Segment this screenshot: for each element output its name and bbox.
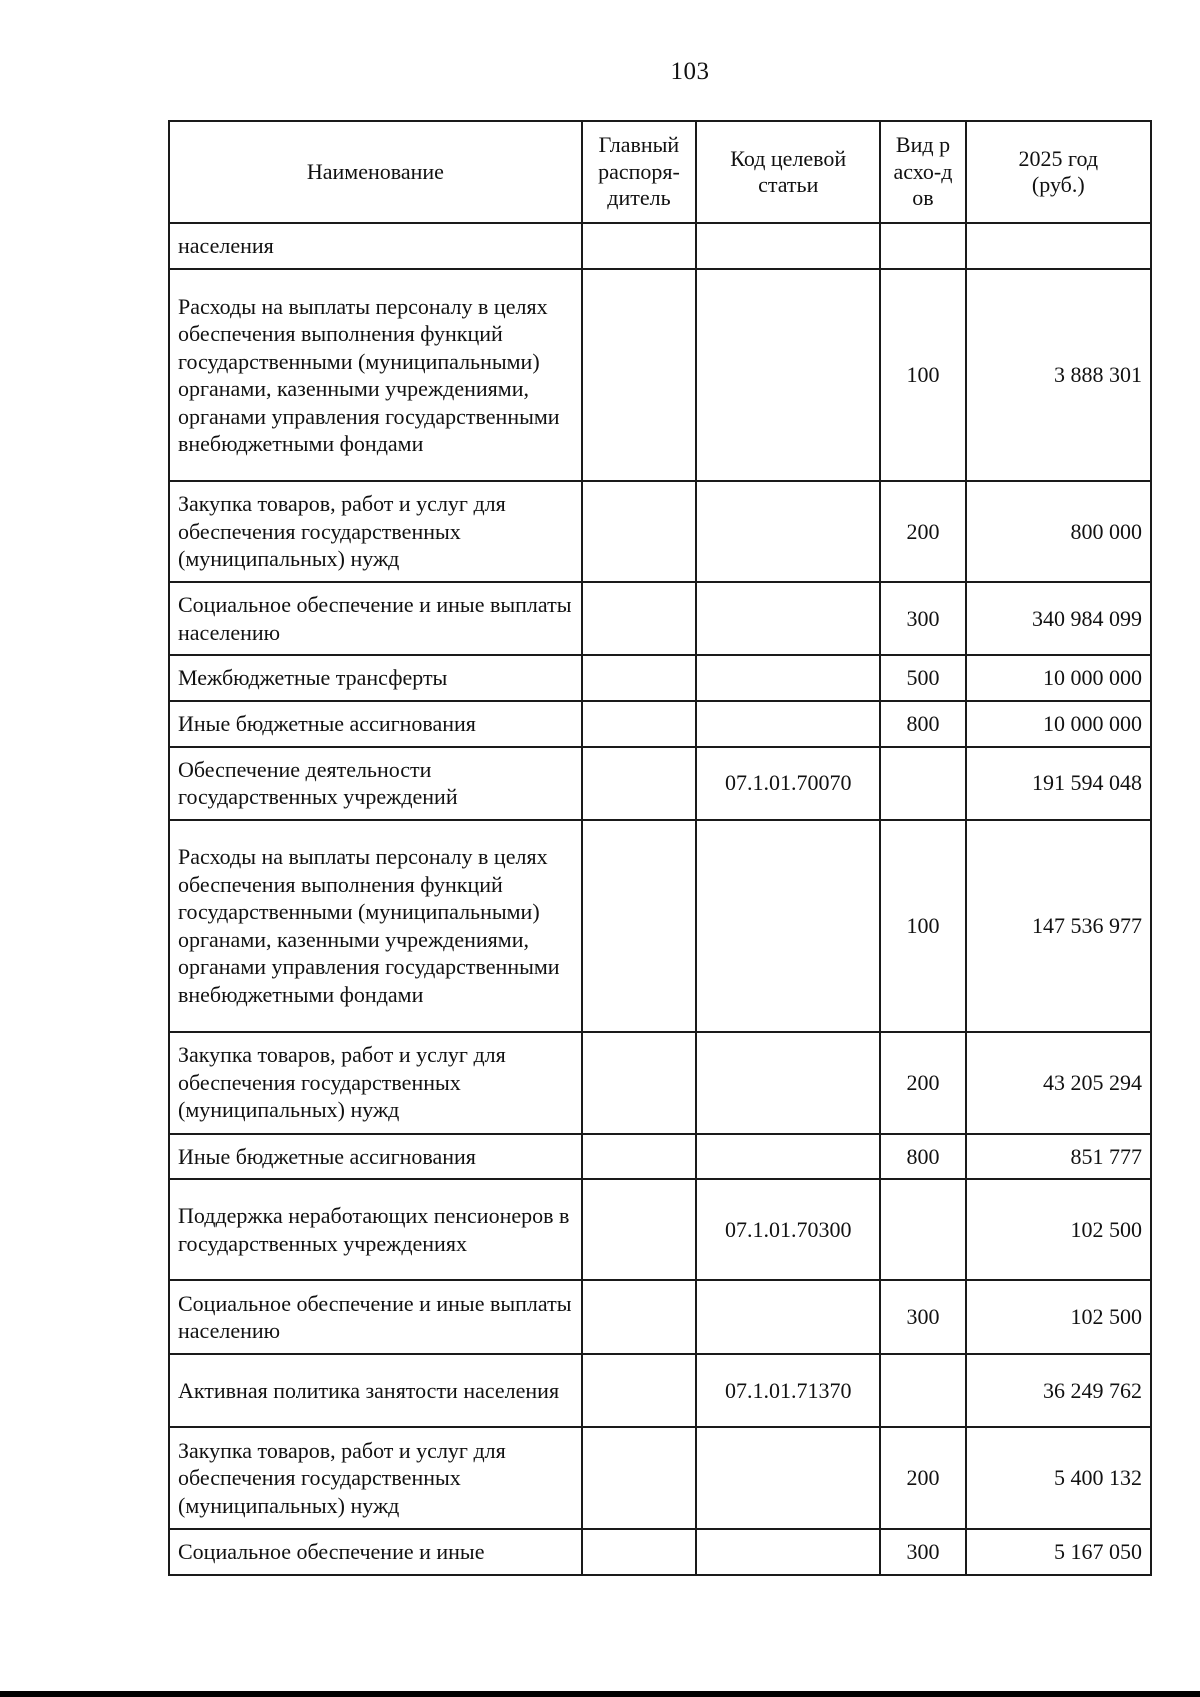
cell-target-code bbox=[696, 1134, 880, 1180]
cell-amount-2025: 102 500 bbox=[966, 1179, 1151, 1280]
cell-name: Закупка товаров, работ и услуг для обеспечения государственных (муниципальных) нужд bbox=[169, 1032, 582, 1134]
cell-target-code bbox=[696, 582, 880, 655]
cell-target-code bbox=[696, 701, 880, 747]
cell-name: Социальное обеспечение и иные bbox=[169, 1529, 582, 1575]
cell-target-code: 07.1.01.70070 bbox=[696, 747, 880, 820]
table-row bbox=[169, 1179, 1151, 1280]
cell-main-manager bbox=[582, 1134, 696, 1180]
cell-target-code bbox=[696, 820, 880, 1032]
cell-expense-kind bbox=[880, 747, 965, 820]
cell-amount-2025: 10 000 000 bbox=[966, 655, 1151, 701]
cell-main-manager bbox=[582, 582, 696, 655]
cell-main-manager bbox=[582, 269, 696, 481]
header-target-code-text: Код целевой статьи bbox=[730, 145, 847, 197]
cell-expense-kind: 100 bbox=[880, 820, 965, 1032]
header-main-manager-text: Главный распоря-дитель bbox=[598, 132, 680, 211]
bottom-scan-edge bbox=[0, 1691, 1200, 1697]
cell-main-manager bbox=[582, 481, 696, 582]
header-main-manager bbox=[582, 121, 696, 223]
cell-expense-kind: 200 bbox=[880, 1032, 965, 1134]
cell-name: Расходы на выплаты персоналу в целях обеспечения выполнения функций государственными (муниципальными) органами, казенными учреждениями, органами управления государственными внебюджетными фондами bbox=[169, 269, 582, 481]
cell-main-manager bbox=[582, 1280, 696, 1354]
cell-amount-2025: 340 984 099 bbox=[966, 582, 1151, 655]
cell-name: Поддержка неработающих пенсионеров в государственных учреждениях bbox=[169, 1179, 582, 1280]
table-row bbox=[169, 582, 1151, 655]
cell-target-code bbox=[696, 1529, 880, 1575]
table-row bbox=[169, 1032, 1151, 1134]
table-row bbox=[169, 1529, 1151, 1575]
table-row bbox=[169, 820, 1151, 1032]
cell-amount-2025: 147 536 977 bbox=[966, 820, 1151, 1032]
cell-expense-kind: 800 bbox=[880, 701, 965, 747]
cell-main-manager bbox=[582, 223, 696, 269]
cell-expense-kind bbox=[880, 1179, 965, 1280]
header-expense-kind bbox=[880, 121, 965, 223]
cell-target-code bbox=[696, 655, 880, 701]
page-number: 103 bbox=[670, 58, 710, 85]
budget-table bbox=[168, 120, 1152, 1576]
table-row bbox=[169, 747, 1151, 820]
cell-name: Закупка товаров, работ и услуг для обеспечения государственных (муниципальных) нужд bbox=[169, 481, 582, 582]
cell-main-manager bbox=[582, 747, 696, 820]
cell-expense-kind: 300 bbox=[880, 582, 965, 655]
cell-target-code: 07.1.01.71370 bbox=[696, 1354, 880, 1427]
cell-amount-2025 bbox=[966, 223, 1151, 269]
cell-name: Социальное обеспечение и иные выплаты населению bbox=[169, 582, 582, 655]
cell-amount-2025: 851 777 bbox=[966, 1134, 1151, 1180]
header-name: Наименование bbox=[169, 121, 582, 223]
cell-amount-2025: 3 888 301 bbox=[966, 269, 1151, 481]
cell-name: Закупка товаров, работ и услуг для обеспечения государственных (муниципальных) нужд bbox=[169, 1427, 582, 1529]
table-row bbox=[169, 1427, 1151, 1529]
cell-target-code bbox=[696, 481, 880, 582]
cell-amount-2025: 102 500 bbox=[966, 1280, 1151, 1354]
cell-expense-kind bbox=[880, 1354, 965, 1427]
header-expense-kind-text: Вид расхо-дов bbox=[893, 132, 953, 211]
cell-expense-kind: 100 bbox=[880, 269, 965, 481]
cell-name: населения bbox=[169, 223, 582, 269]
table-row bbox=[169, 223, 1151, 269]
cell-expense-kind: 800 bbox=[880, 1134, 965, 1180]
cell-main-manager bbox=[582, 1529, 696, 1575]
cell-name: Иные бюджетные ассигнования bbox=[169, 701, 582, 747]
cell-main-manager bbox=[582, 701, 696, 747]
table-header-row bbox=[169, 121, 1151, 223]
cell-target-code bbox=[696, 223, 880, 269]
cell-expense-kind: 300 bbox=[880, 1529, 965, 1575]
table-row bbox=[169, 701, 1151, 747]
header-year-2025-text: 2025 год (руб.) bbox=[1018, 145, 1099, 197]
cell-amount-2025: 10 000 000 bbox=[966, 701, 1151, 747]
header-year-2025 bbox=[966, 121, 1151, 223]
cell-target-code bbox=[696, 1427, 880, 1529]
cell-main-manager bbox=[582, 820, 696, 1032]
cell-amount-2025: 36 249 762 bbox=[966, 1354, 1151, 1427]
cell-target-code bbox=[696, 1032, 880, 1134]
cell-amount-2025: 5 400 132 bbox=[966, 1427, 1151, 1529]
cell-expense-kind: 500 bbox=[880, 655, 965, 701]
cell-expense-kind: 200 bbox=[880, 481, 965, 582]
cell-main-manager bbox=[582, 1032, 696, 1134]
table-body bbox=[169, 223, 1151, 1575]
cell-name: Расходы на выплаты персоналу в целях обеспечения выполнения функций государственными (муниципальными) органами, казенными учреждениями, органами управления государственными внебюджетными фондами bbox=[169, 820, 582, 1032]
table-row bbox=[169, 1354, 1151, 1427]
cell-main-manager bbox=[582, 1179, 696, 1280]
cell-amount-2025: 43 205 294 bbox=[966, 1032, 1151, 1134]
cell-name: Иные бюджетные ассигнования bbox=[169, 1134, 582, 1180]
cell-name: Активная политика занятости населения bbox=[169, 1354, 582, 1427]
table-row bbox=[169, 481, 1151, 582]
table-row bbox=[169, 1134, 1151, 1180]
cell-expense-kind bbox=[880, 223, 965, 269]
cell-name: Обеспечение деятельности государственных учреждений bbox=[169, 747, 582, 820]
cell-name: Социальное обеспечение и иные выплаты населению bbox=[169, 1280, 582, 1354]
cell-amount-2025: 191 594 048 bbox=[966, 747, 1151, 820]
cell-target-code bbox=[696, 1280, 880, 1354]
cell-expense-kind: 300 bbox=[880, 1280, 965, 1354]
table-row bbox=[169, 269, 1151, 481]
header-target-code bbox=[696, 121, 880, 223]
cell-expense-kind: 200 bbox=[880, 1427, 965, 1529]
cell-main-manager bbox=[582, 655, 696, 701]
table-row bbox=[169, 655, 1151, 701]
cell-amount-2025: 5 167 050 bbox=[966, 1529, 1151, 1575]
cell-main-manager bbox=[582, 1427, 696, 1529]
cell-main-manager bbox=[582, 1354, 696, 1427]
cell-target-code bbox=[696, 269, 880, 481]
cell-target-code: 07.1.01.70300 bbox=[696, 1179, 880, 1280]
cell-amount-2025: 800 000 bbox=[966, 481, 1151, 582]
cell-name: Межбюджетные трансферты bbox=[169, 655, 582, 701]
table-row bbox=[169, 1280, 1151, 1354]
